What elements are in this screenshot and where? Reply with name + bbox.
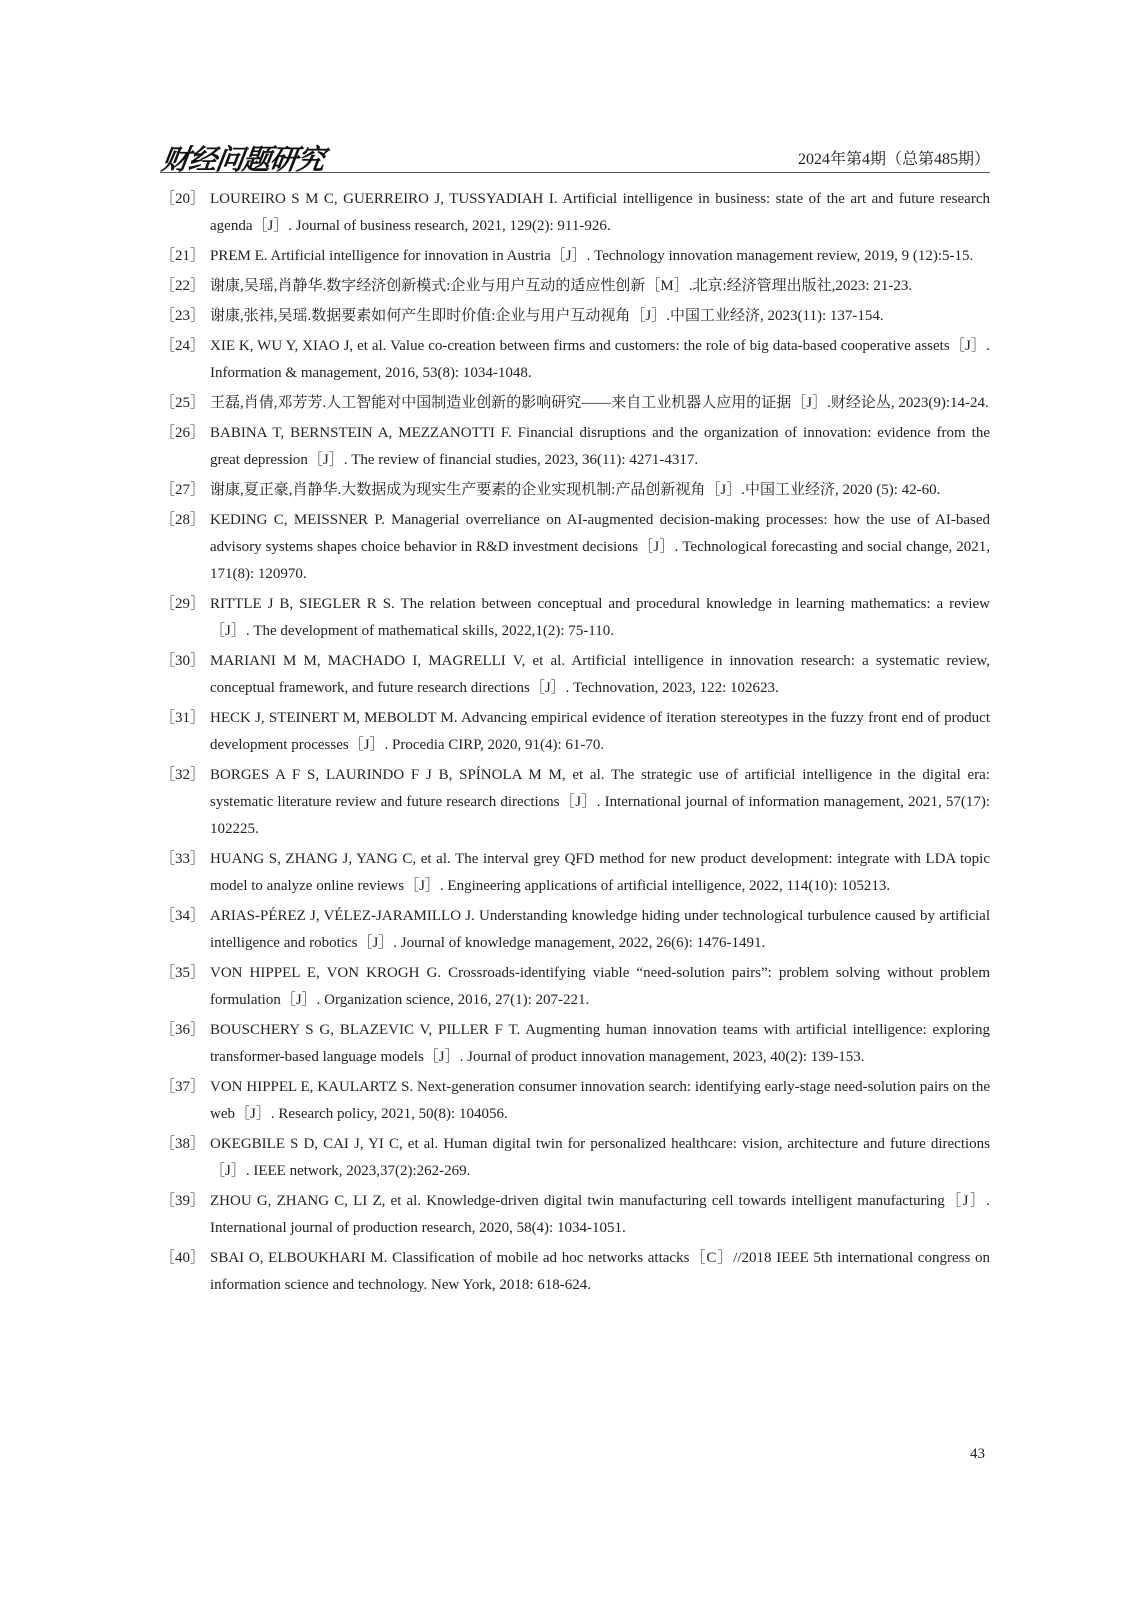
journal-logo: 财经问题研究: [159, 143, 327, 176]
reference-text: HECK J, STEINERT M, MEBOLDT M. Advancing empirical evidence of iteration stereotypes in the fuzzy front end of product development processes［J］. Procedia CIRP, 2020, 91(4): 61-70.: [210, 710, 990, 753]
reference-text: VON HIPPEL E, KAULARTZ S. Next-generation consumer innovation search: identifying early-stage need-solution pairs on the web［J］. Research policy, 2021, 50(8): 104056.: [210, 1079, 990, 1122]
reference-text: BOUSCHERY S G, BLAZEVIC V, PILLER F T. Augmenting human innovation teams with artificial intelligence: exploring transformer-based language models［J］. Journal of product innovation management, 2023, 40(2): 139-153.: [210, 1022, 990, 1065]
reference-text: XIE K, WU Y, XIAO J, et al. Value co-creation between firms and customers: the role of big data-based cooperative assets［J］. Information & management, 2016, 53(8): 1034-1048.: [210, 338, 990, 381]
reference-item: [160, 762, 990, 843]
page-header: [159, 138, 990, 176]
reference-text: KEDING C, MEISSNER P. Managerial overreliance on AI-augmented decision-making processes: how the use of AI-based advisory systems shapes choice behavior in R&D investment decisions［J］. Technological forecasting and social change, 2021, 171(8): 120970.: [210, 512, 990, 582]
reference-item: [160, 846, 990, 900]
reference-item: [160, 1245, 990, 1299]
reference-item: [160, 507, 990, 588]
reference-number: ［35］: [160, 965, 206, 981]
reference-number: ［39］: [160, 1193, 206, 1209]
reference-text: HUANG S, ZHANG J, YANG C, et al. The interval grey QFD method for new product development: integrate with LDA topic model to analyze online reviews［J］. Engineering applications of artificial intelligence, 2022, 114(10): 105213.: [210, 851, 990, 894]
reference-item: [160, 390, 990, 417]
reference-number: ［25］: [160, 395, 206, 411]
reference-number: ［28］: [160, 512, 206, 528]
reference-number: ［33］: [160, 851, 206, 867]
reference-text: OKEGBILE S D, CAI J, YI C, et al. Human digital twin for personalized healthcare: vision, architecture and future directions［J］. IEEE network, 2023,37(2):262-269.: [210, 1136, 990, 1179]
reference-text: RITTLE J B, SIEGLER R S. The relation between conceptual and procedural knowledge in learning mathematics: a review［J］. The development of mathematical skills, 2022,1(2): 75-110.: [210, 596, 990, 639]
reference-number: ［27］: [160, 482, 206, 498]
reference-item: [160, 303, 990, 330]
reference-number: ［29］: [160, 596, 206, 612]
reference-number: ［31］: [160, 710, 206, 726]
reference-number: ［32］: [160, 767, 206, 783]
reference-item: [160, 705, 990, 759]
reference-number: ［23］: [160, 308, 206, 324]
reference-number: ［30］: [160, 653, 206, 669]
reference-item: [160, 1131, 990, 1185]
reference-item: [160, 1074, 990, 1128]
reference-item: [160, 243, 990, 270]
reference-text: LOUREIRO S M C, GUERREIRO J, TUSSYADIAH I. Artificial intelligence in business: state of the art and future research agenda［J］. Journal of business research, 2021, 129(2): 911-926.: [210, 191, 990, 234]
reference-number: ［21］: [160, 248, 206, 264]
reference-number: ［37］: [160, 1079, 206, 1095]
reference-text: ARIAS-PÉREZ J, VÉLEZ-JARAMILLO J. Understanding knowledge hiding under technological turbulence caused by artificial intelligence and robotics［J］. Journal of knowledge management, 2022, 26(6): 1476-1491.: [210, 908, 990, 951]
reference-number: ［36］: [160, 1022, 206, 1038]
reference-number: ［20］: [160, 191, 206, 207]
reference-item: [160, 420, 990, 474]
page-number: 43: [970, 1446, 985, 1462]
reference-item: [160, 1017, 990, 1071]
issue-label: 2024年第4期（总第485期）: [797, 151, 990, 168]
reference-item: [160, 1188, 990, 1242]
reference-item: [160, 477, 990, 504]
reference-text: ZHOU G, ZHANG C, LI Z, et al. Knowledge-driven digital twin manufacturing cell towards intelligent manufacturing［J］. International journal of production research, 2020, 58(4): 1034-1051.: [210, 1193, 990, 1236]
reference-item: [160, 273, 990, 300]
reference-text: BABINA T, BERNSTEIN A, MEZZANOTTI F. Financial disruptions and the organization of innovation: evidence from the great depression［J］. The review of financial studies, 2023, 36(11): 4271-4317.: [210, 425, 990, 468]
reference-text: 王磊,肖倩,邓芳芳.人工智能对中国制造业创新的影响研究——来自工业机器人应用的证据［J］.财经论丛, 2023(9):14-24.: [210, 395, 989, 411]
reference-item: [160, 591, 990, 645]
reference-text: MARIANI M M, MACHADO I, MAGRELLI V, et al. Artificial intelligence in innovation research: a systematic review, conceptual framework, and future research directions［J］. Technovation, 2023, 122: 102623.: [210, 653, 990, 696]
reference-item: [160, 333, 990, 387]
reference-list: [160, 186, 990, 1302]
reference-number: ［34］: [160, 908, 206, 924]
reference-text: PREM E. Artificial intelligence for innovation in Austria［J］. Technology innovation management review, 2019, 9 (12):5-15.: [210, 248, 974, 264]
reference-number: ［26］: [160, 425, 206, 441]
reference-number: ［24］: [160, 338, 206, 354]
reference-item: [160, 648, 990, 702]
reference-item: [160, 186, 990, 240]
reference-number: ［22］: [160, 278, 206, 294]
reference-item: [160, 960, 990, 1014]
reference-text: 谢康,张祎,吴瑶.数据要素如何产生即时价值:企业与用户互动视角［J］.中国工业经济, 2023(11): 137-154.: [210, 308, 884, 324]
reference-text: SBAI O, ELBOUKHARI M. Classification of mobile ad hoc networks attacks［C］//2018 IEEE 5th international congress on information science and technology. New York, 2018: 618-624.: [210, 1250, 990, 1293]
reference-item: [160, 903, 990, 957]
reference-text: 谢康,吴瑶,肖静华.数字经济创新模式:企业与用户互动的适应性创新［M］.北京:经济管理出版社,2023: 21-23.: [210, 278, 913, 294]
reference-number: ［38］: [160, 1136, 206, 1152]
reference-number: ［40］: [160, 1250, 206, 1266]
reference-text: 谢康,夏正豪,肖静华.大数据成为现实生产要素的企业实现机制:产品创新视角［J］.中国工业经济, 2020 (5): 42-60.: [210, 482, 941, 498]
reference-text: BORGES A F S, LAURINDO F J B, SPÍNOLA M M, et al. The strategic use of artificial intelligence in the digital era: systematic literature review and future research directions［J］. International journal of information management, 2021, 57(17): 102225.: [210, 767, 990, 837]
reference-text: VON HIPPEL E, VON KROGH G. Crossroads-identifying viable “need-solution pairs”: problem solving without problem formulation［J］. Organization science, 2016, 27(1): 207-221.: [210, 965, 990, 1008]
